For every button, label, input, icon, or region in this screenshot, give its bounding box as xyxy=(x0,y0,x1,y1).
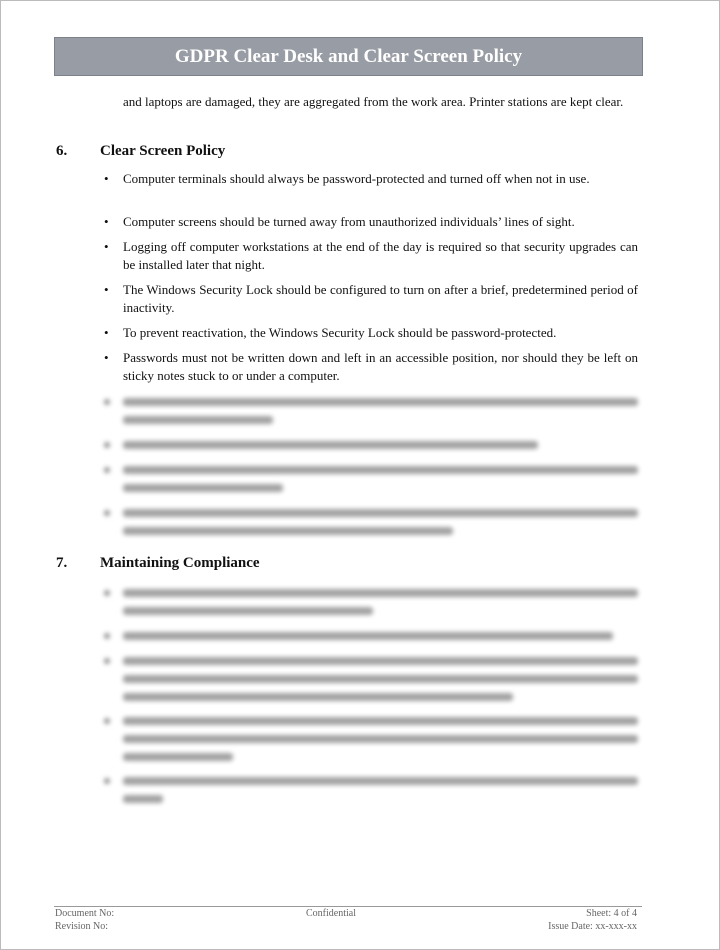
section-7-title: Maintaining Compliance xyxy=(100,555,260,571)
list-item: Computer terminals should always be password-protected and turned off when not in use. xyxy=(123,171,590,186)
bullet-icon: • xyxy=(104,239,109,254)
footer-revision-no: Revision No: xyxy=(55,921,109,932)
blurred-list-item xyxy=(101,628,641,648)
header-banner xyxy=(54,37,643,76)
footer-sheet: Sheet: 4 of 4 xyxy=(586,908,637,919)
bullet-icon: • xyxy=(104,350,109,365)
footer-document-no: Document No: xyxy=(55,908,115,919)
list-item: To prevent reactivation, the Windows Security Lock should be password-protected. xyxy=(123,325,557,340)
bullet-icon: • xyxy=(104,214,109,229)
list-item: The Windows Security Lock should be configured to turn on after a brief, predetermined period of inactivity. xyxy=(123,282,638,315)
section-6-title: Clear Screen Policy xyxy=(100,143,226,159)
footer-divider xyxy=(54,906,642,907)
blurred-list-item xyxy=(101,437,641,457)
section-6-number: 6. xyxy=(56,143,68,159)
blurred-list-item xyxy=(101,773,641,813)
blurred-list-item xyxy=(101,505,641,545)
blurred-list-item xyxy=(101,585,641,625)
intro-paragraph: and laptops are damaged, they are aggregated from the work area. Printer stations are kept clear. xyxy=(123,94,624,109)
bullet-icon: • xyxy=(104,282,109,297)
list-item: Logging off computer workstations at the end of the day is required so that security upgrades can be installed later that night. xyxy=(123,239,638,272)
footer-issue-date: Issue Date: xx-xxx-xx xyxy=(548,921,637,932)
section-7-number: 7. xyxy=(56,555,68,571)
bullet-icon: • xyxy=(104,325,109,340)
blurred-list-item xyxy=(101,713,641,771)
footer-classification: Confidential xyxy=(306,908,356,919)
blurred-list-item xyxy=(101,394,641,434)
blurred-list-item xyxy=(101,653,641,711)
blurred-list-item xyxy=(101,462,641,502)
list-item: Computer screens should be turned away from unauthorized individuals’ lines of sight. xyxy=(123,214,575,229)
bullet-icon: • xyxy=(104,171,109,186)
list-item: Passwords must not be written down and left in an accessible position, nor should they be left on sticky notes stuck to or under a computer. xyxy=(123,350,638,383)
document-title: GDPR Clear Desk and Clear Screen Policy xyxy=(174,45,523,67)
